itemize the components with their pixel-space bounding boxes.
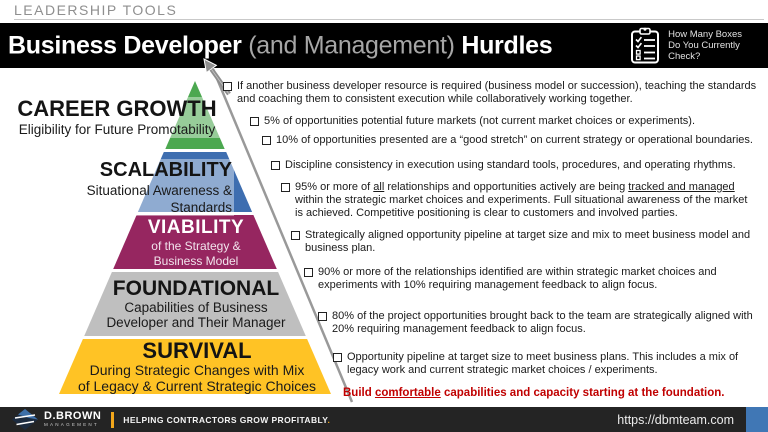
- footer-bar: [0, 407, 768, 432]
- checklist-text: If another business developer resource is required (business model or succession), teaching the standards and coaching them to consistent execution while collaboratively working together.: [237, 80, 757, 105]
- checkbox-bullet-icon: [318, 312, 327, 321]
- level-subtitle: of the Strategy &: [151, 239, 241, 253]
- checklist-item: [290, 229, 758, 255]
- checklist-text: Opportunity pipeline at target size to meet business plans. This includes a mix of legacy work and current strategic market choices / experiments.: [347, 351, 739, 376]
- level-subtitle: of Legacy & Current Strategic Choices: [77, 377, 317, 394]
- pyramid-label-survival: [56, 339, 338, 394]
- level-subtitle: Eligibility for Future Promotability: [18, 122, 216, 137]
- checkbox-bullet-icon: [250, 117, 259, 126]
- checkbox-bullet-icon: [333, 353, 342, 362]
- checklist-item: [332, 351, 758, 377]
- checklist-text: relationships and opportunities actively are being: [384, 181, 629, 193]
- pyramid-label-scalability: [26, 159, 234, 216]
- footer-tagline: [123, 415, 330, 425]
- level-subtitle: Business Model: [153, 253, 239, 268]
- pyramid-label-career: [12, 97, 222, 138]
- callout-text: capabilities and capacity starting at the foundation.: [440, 387, 725, 399]
- level-title: VIABILITY: [147, 217, 245, 238]
- checklist-text: 80% of the project opportunities brought back to the team are strategically aligned with 20% requiring management feedback to align focus.: [332, 310, 753, 335]
- title-part-hurdles: Hurdles: [461, 31, 553, 59]
- checklist-text: 10% of opportunities presented are a “good stretch” on current strategy or operational boundaries.: [276, 134, 753, 146]
- checklist-text: 90% or more of the relationships identified are within strategic market choices and experiments with 10% requiring management feedback to align focus.: [318, 266, 717, 291]
- checklist-text: within the strategic market choices and experiments. Full situational awareness of the market is achieved. Competitive positioning is clear to customers and involved parties.: [295, 194, 748, 219]
- title-part-muted: (and Management): [241, 31, 462, 59]
- checkbox-bullet-icon: [262, 136, 271, 145]
- footer-brand: [44, 411, 101, 428]
- checklist-text: 5% of opportunities potential future markets (not current market choices or experiments).: [264, 115, 696, 127]
- checklist-item: [249, 115, 758, 128]
- level-subtitle: During Strategic Changes with Mix: [89, 362, 305, 378]
- eyebrow-label: LEADERSHIP TOOLS: [14, 2, 178, 18]
- title-note-line: Do You Currently: [668, 40, 740, 51]
- checklist-text: 95% or more of: [295, 181, 374, 193]
- title-note-line: Check?: [668, 51, 701, 62]
- checklist-item: [222, 80, 758, 106]
- corner-accent: [746, 407, 768, 432]
- checkbox-bullet-icon: [271, 161, 280, 170]
- title-note-line: How Many Boxes: [668, 29, 742, 40]
- checkbox-bullet-icon: [281, 183, 290, 192]
- callout-text-underlined: comfortable: [374, 387, 441, 399]
- checklist-text-underlined: all: [373, 181, 385, 193]
- checklist-item: [270, 159, 758, 172]
- checkbox-bullet-icon: [291, 231, 300, 240]
- checklist-text-underlined: tracked and managed: [628, 181, 735, 193]
- tagline-text: HELPING CONTRACTORS GROW PROFITABLY: [123, 414, 328, 425]
- title-part-primary: Business Developer: [8, 31, 242, 59]
- level-title: FOUNDATIONAL: [112, 277, 280, 300]
- dbrown-logo-icon: [12, 409, 38, 430]
- checklist-item: [303, 266, 758, 292]
- checklist-text: Discipline consistency in execution using standard tools, procedures, and operating rhythms.: [285, 159, 736, 171]
- level-title: CAREER GROWTH: [17, 96, 217, 121]
- checklist-item: [261, 134, 758, 147]
- footer-divider: [111, 412, 114, 428]
- level-subtitle: Capabilities of Business: [124, 300, 268, 315]
- checklist-item: [280, 181, 758, 220]
- checkbox-bullet-icon: [223, 82, 232, 91]
- level-subtitle: Developer and Their Manager: [106, 315, 286, 330]
- website-link: https://dbmteam.com: [617, 412, 734, 427]
- level-subtitle: Situational Awareness & Standards: [86, 183, 232, 215]
- checklist-item: [317, 310, 758, 336]
- brand-name: D.BROWN: [44, 409, 102, 422]
- callout-message: [343, 387, 725, 399]
- checkbox-bullet-icon: [304, 268, 313, 277]
- callout-text: Build: [343, 387, 375, 399]
- level-title: SCALABILITY: [99, 159, 232, 181]
- level-title: SURVIVAL: [142, 338, 252, 363]
- pyramid-label-foundational: [76, 277, 316, 330]
- tagline-period: .: [327, 414, 331, 425]
- checklist-text: Strategically aligned opportunity pipeline at target size and mix to meet business model and business plan.: [305, 229, 751, 254]
- brand-subname: MANAGEMENT: [44, 422, 99, 428]
- pyramid-label-viability: [96, 217, 296, 268]
